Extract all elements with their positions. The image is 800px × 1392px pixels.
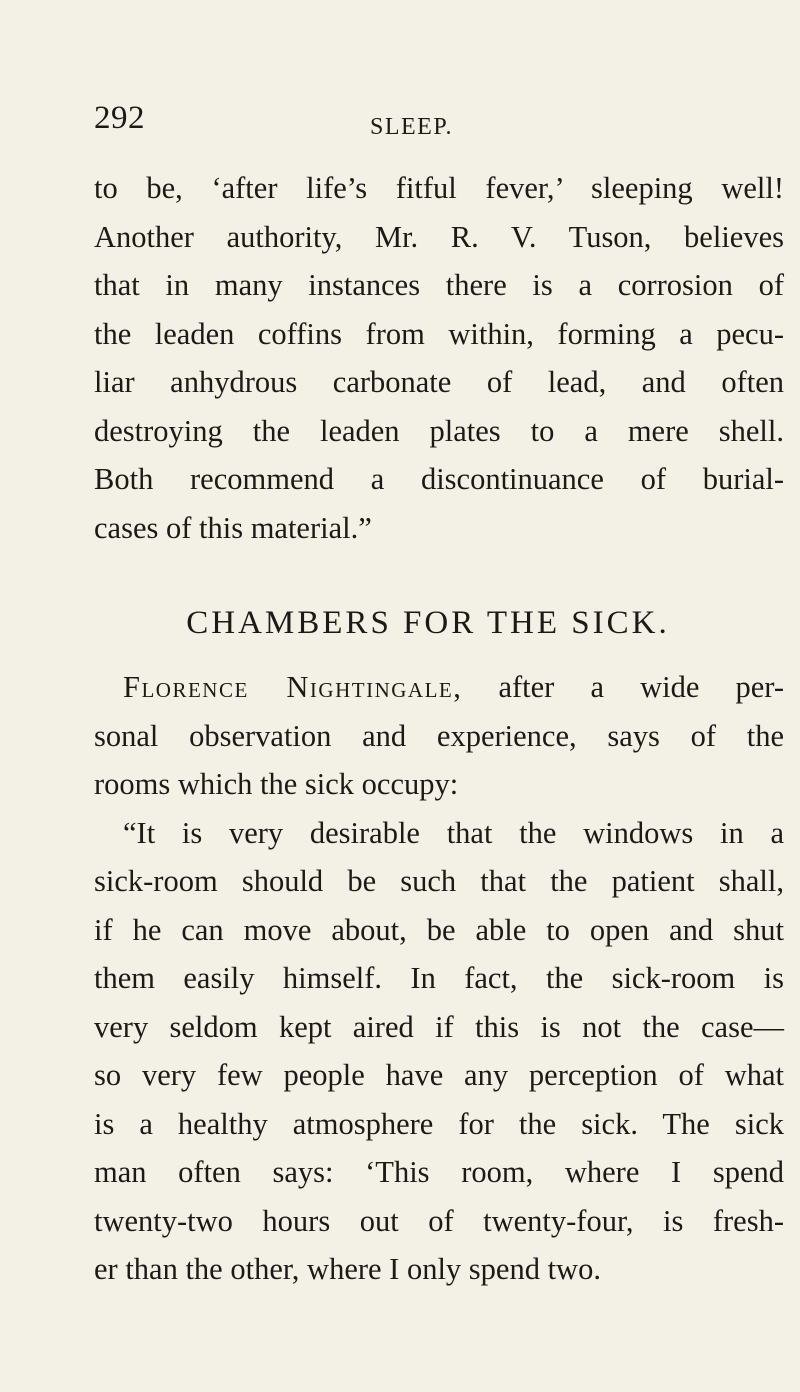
text-line-rest: after a wide per- <box>462 670 784 704</box>
author-name: Florence Nightingale, <box>123 670 463 704</box>
running-head: SLEEP. <box>370 114 454 140</box>
page-header <box>94 100 794 144</box>
text-line: very seldom kept aired if this is not the case— <box>94 1009 784 1044</box>
text-line: them easily himself. In fact, the sick-room is <box>94 961 784 995</box>
body-text <box>94 164 784 1294</box>
text-line <box>94 663 784 712</box>
text-line: twenty-two hours out of twenty-four, is fresh- <box>94 1203 784 1238</box>
text-line: rooms which the sick occupy: <box>94 767 459 801</box>
paragraph-2 <box>94 663 784 809</box>
text-line: that in many instances there is a corrosion of <box>94 268 784 302</box>
section-heading: CHAMBERS FOR THE SICK. <box>186 605 670 641</box>
text-line: Another authority, Mr. R. V. Tuson, believes <box>94 219 784 254</box>
paragraph-3 <box>94 809 784 1294</box>
text-line: the leaden coffins from within, forming a pecu- <box>94 316 784 351</box>
text-line: sonal observation and experience, says of the <box>94 718 784 753</box>
text-line: if he can move about, be able to open and shut <box>94 912 784 947</box>
text-line: destroying the leaden plates to a mere shell. <box>94 413 784 448</box>
paragraph-1 <box>94 164 784 552</box>
text-line: man often says: ‘This room, where I spend <box>94 1155 784 1189</box>
text-line: to be, ‘after life’s fitful fever,’ sleeping well! <box>94 171 784 205</box>
text-line: so very few people have any perception of what <box>94 1058 784 1092</box>
text-line: cases of this material.” <box>94 510 372 545</box>
text-line: is a healthy atmosphere for the sick. The sick <box>94 1106 784 1141</box>
page-number: 292 <box>94 100 145 136</box>
text-line: liar anhydrous carbonate of lead, and often <box>94 365 784 399</box>
text-line: “It is very desirable that the windows in a <box>123 815 784 850</box>
text-line: Both recommend a discontinuance of burial- <box>94 462 784 496</box>
text-line: sick-room should be such that the patient shall, <box>94 864 784 898</box>
text-line: er than the other, where I only spend two. <box>94 1252 601 1286</box>
